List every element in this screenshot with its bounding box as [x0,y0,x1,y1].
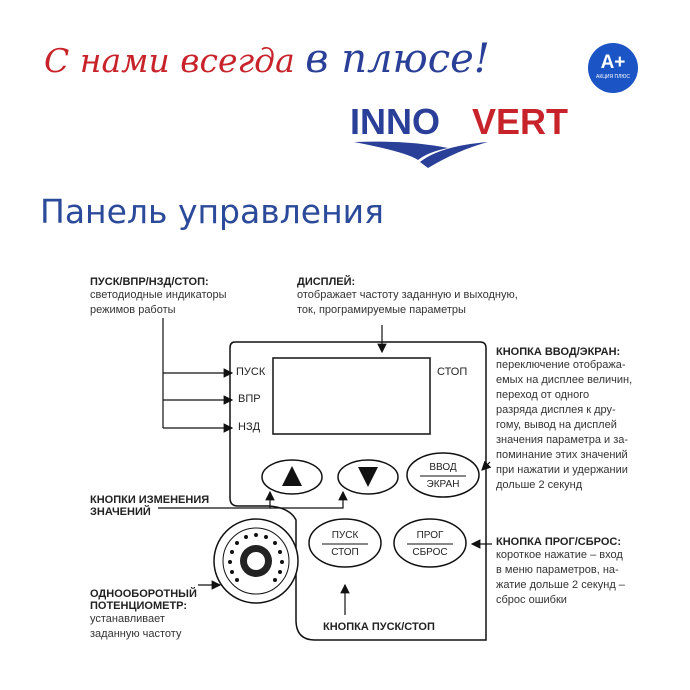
annotation-prog-line: в меню параметров, на- [496,564,619,576]
annotation-leds-line: светодиодные индикаторы [90,289,227,301]
annotation-enter-line: дольше 2 секунд [496,479,583,491]
enter-button-top: ВВОД [429,462,457,473]
annotation-enter-line: поминание этих значений [496,449,628,461]
page-title: Панель управления [40,192,384,231]
annotation-prog [496,536,625,608]
annotation-display-line: ток, програмируемые параметры [297,304,466,316]
annotation-prog-line: жатие дольше 2 секунд – [496,579,625,591]
led-label-stop: СТОП [437,366,468,378]
annotation-display-title: ДИСПЛЕЙ: [297,276,356,288]
enter-button [407,453,479,497]
prog-reset-button [394,519,466,567]
annotation-enter-line: разряда дисплея к дру- [496,404,616,416]
annotation-prog-line: короткое нажатие – вход [496,549,623,561]
annotation-display-line: отображает частоту заданную и выходную, [297,289,518,301]
annotation-enter-line: при нажатии и удержании [496,464,628,476]
triangle-down-icon [358,467,378,487]
annotation-pot-line: устанавливает [90,613,165,625]
annotation-leds-title: ПУСК/ВПР/НЗД/СТОП: [90,276,209,288]
annotation-pot-line: заданную частоту [90,628,182,640]
annotation-enter-title: КНОПКА ВВОД/ЭКРАН: [496,346,621,358]
run-button-bottom: СТОП [331,547,359,558]
slogan-blue: в плюсе! [305,36,490,82]
annotation-pot-title: ПОТЕНЦИОМЕТР: [90,600,188,612]
annotation-enter-line: гому, вывод на дисплей [496,419,617,431]
annotation-change-line: ЗНАЧЕНИЙ [90,506,151,518]
triangle-up-icon [282,466,302,486]
annotation-enter-line: переход от одного [496,389,590,401]
led-label-forward: ВПР [238,393,261,405]
led-label-reverse: НЗД [238,421,261,433]
annotation-prog-title: КНОПКА ПРОГ/СБРОС: [496,536,621,548]
badge-sublabel: АКЦИЯ ПЛЮС [595,74,631,80]
run-stop-button [309,519,381,567]
display-screen [273,358,430,434]
logo-inno: INNO [350,101,440,142]
annotation-enter-line: переключение отобража- [496,359,626,371]
prog-button-top: ПРОГ [416,530,444,541]
annotation-change-values [90,494,209,518]
annotation-potentiometer [90,588,197,642]
annotation-enter [496,346,632,493]
logo-vert: VERT [472,101,569,142]
badge-label: A+ [600,52,626,73]
annotation-change-line: КНОПКИ ИЗМЕНЕНИЯ [90,494,210,506]
annotation-run-title: КНОПКА ПУСК/СТОП [323,621,435,633]
enter-button-bottom: ЭКРАН [426,479,460,490]
run-button-top: ПУСК [331,530,359,541]
annotation-enter-line: емых на дисплее величин, [496,374,633,386]
slogan-red: С нами всегда [44,41,295,80]
annotation-display [297,276,518,318]
prog-button-bottom: СБРОС [412,547,448,558]
annotation-run-stop [323,621,435,633]
led-label-run: ПУСК [236,366,266,378]
annotation-leds [90,276,227,318]
annotation-enter-line: значения параметра и за- [496,434,629,446]
annotation-pot-title: ОДНООБОРОТНЫЙ [90,588,197,600]
annotation-leds-line: режимов работы [90,304,176,316]
potentiometer [214,519,298,603]
annotation-prog-line: сброс ошибки [496,594,567,606]
